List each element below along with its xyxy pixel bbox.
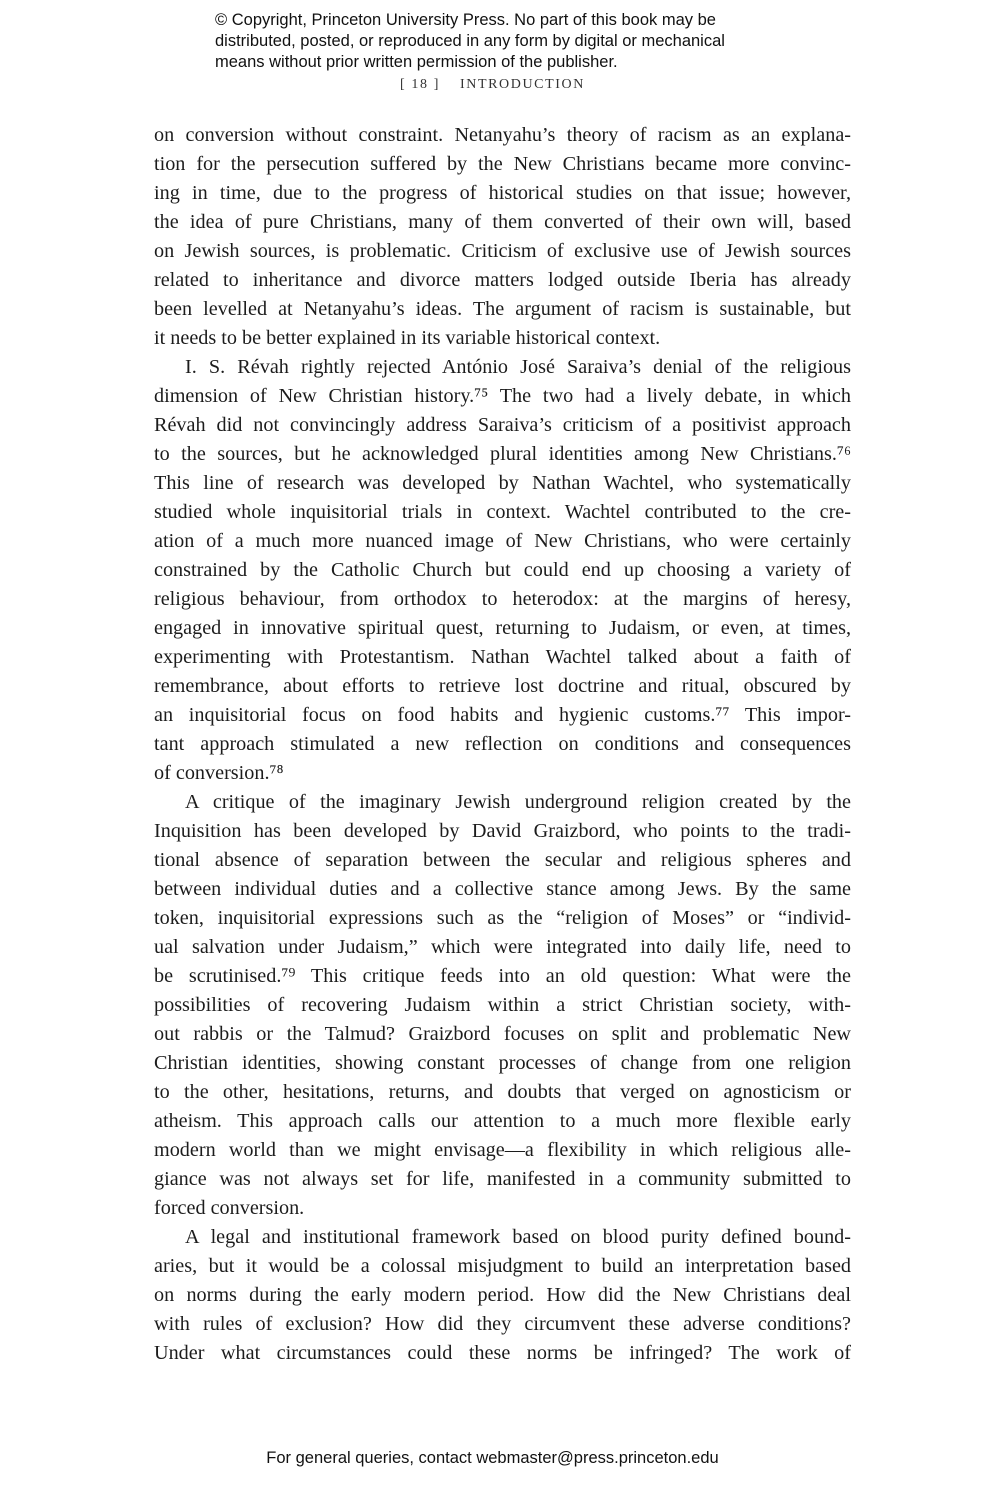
text-line: it needs to be better explained in its variable historical context. bbox=[154, 327, 661, 349]
text-line: aries, but it would be a colossal misjudgment to build an interpretation based bbox=[154, 1255, 851, 1277]
text-line: religious behaviour, from orthodox to heterodox: at the margins of heresy, bbox=[154, 588, 851, 610]
text-line: dimension of New Christian history.⁷⁵ The two had a lively debate, in which bbox=[154, 385, 851, 407]
copyright-line: distributed, posted, or reproduced in any form by digital or mechanical bbox=[215, 32, 725, 50]
text-line: to the other, hesitations, returns, and doubts that verged on agnosticism or bbox=[154, 1081, 851, 1103]
text-line: on Jewish sources, is problematic. Criticism of exclusive use of Jewish sources bbox=[154, 240, 851, 262]
text-line: of conversion.⁷⁸ bbox=[154, 762, 284, 784]
text-line: tant approach stimulated a new reflection on conditions and consequences bbox=[154, 733, 851, 755]
text-line: This line of research was developed by Nathan Wachtel, who systematically bbox=[154, 472, 851, 494]
text-line: Inquisition has been developed by David Graizbord, who points to the tradi- bbox=[154, 820, 851, 842]
text-line: token, inquisitorial expressions such as the “religion of Moses” or “individ- bbox=[154, 907, 851, 929]
text-line: A critique of the imaginary Jewish underground religion created by the bbox=[185, 791, 851, 813]
text-line: tional absence of separation between the secular and religious spheres and bbox=[154, 849, 851, 871]
text-line: giance was not always set for life, manifested in a community submitted to bbox=[154, 1168, 851, 1190]
text-line: ing in time, due to the progress of historical studies on that issue; however, bbox=[154, 182, 851, 204]
text-line: to the sources, but he acknowledged plural identities among New Christians.⁷⁶ bbox=[154, 443, 851, 465]
text-line: constrained by the Catholic Church but could end up choosing a variety of bbox=[154, 559, 851, 581]
text-line: remembrance, about efforts to retrieve lost doctrine and ritual, obscured by bbox=[154, 675, 851, 697]
copyright-line: © Copyright, Princeton University Press. No part of this book may be bbox=[215, 11, 716, 29]
text-line: experimenting with Protestantism. Nathan Wachtel talked about a faith of bbox=[154, 646, 851, 668]
text-line: I. S. Révah rightly rejected António José Saraiva’s denial of the religious bbox=[185, 356, 851, 378]
page-number: [ 18 ] bbox=[400, 77, 440, 92]
text-line: out rabbis or the Talmud? Graizbord focuses on split and problematic New bbox=[154, 1023, 851, 1045]
text-line: on conversion without constraint. Netanyahu’s theory of racism as an explana- bbox=[154, 124, 851, 146]
text-line: ation of a much more nuanced image of New Christians, who were certainly bbox=[154, 530, 851, 552]
running-head bbox=[0, 77, 985, 93]
text-line: been levelled at Netanyahu’s ideas. The argument of racism is sustainable, but bbox=[154, 298, 851, 320]
text-line: tion for the persecution suffered by the New Christians became more convinc- bbox=[154, 153, 851, 175]
text-line: with rules of exclusion? How did they circumvent these adverse conditions? bbox=[154, 1313, 851, 1335]
copyright-line: means without prior written permission of the publisher. bbox=[215, 53, 618, 71]
text-line: related to inheritance and divorce matters lodged outside Iberia has already bbox=[154, 269, 851, 291]
text-line: atheism. This approach calls our attention to a much more flexible early bbox=[154, 1110, 851, 1132]
text-line: be scrutinised.⁷⁹ This critique feeds into an old question: What were the bbox=[154, 965, 851, 987]
copyright-notice bbox=[215, 10, 815, 73]
text-line: possibilities of recovering Judaism within a strict Christian society, with- bbox=[154, 994, 851, 1016]
section-title: INTRODUCTION bbox=[459, 77, 585, 92]
text-line: an inquisitorial focus on food habits and hygienic customs.⁷⁷ This impor- bbox=[154, 704, 851, 726]
text-line: Under what circumstances could these norms be infringed? The work of bbox=[154, 1342, 851, 1364]
text-line: Christian identities, showing constant processes of change from one religion bbox=[154, 1052, 851, 1074]
text-line: on norms during the early modern period. How did the New Christians deal bbox=[154, 1284, 851, 1306]
body-text bbox=[154, 121, 851, 1368]
text-line: between individual duties and a collective stance among Jews. By the same bbox=[154, 878, 851, 900]
text-line: A legal and institutional framework based on blood purity defined bound- bbox=[185, 1226, 851, 1248]
text-line: studied whole inquisitorial trials in context. Wachtel contributed to the cre- bbox=[154, 501, 851, 523]
footer-contact: For general queries, contact webmaster@press.princeton.edu bbox=[266, 1449, 719, 1467]
text-line: ual salvation under Judaism,” which were integrated into daily life, need to bbox=[154, 936, 851, 958]
text-line: the idea of pure Christians, many of them converted of their own will, based bbox=[154, 211, 851, 233]
text-line: Révah did not convincingly address Saraiva’s criticism of a positivist approach bbox=[154, 414, 851, 436]
text-line: modern world than we might envisage—a flexibility in which religious alle- bbox=[154, 1139, 851, 1161]
text-line: forced conversion. bbox=[154, 1197, 305, 1219]
text-line: engaged in innovative spiritual quest, returning to Judaism, or even, at times, bbox=[154, 617, 851, 639]
